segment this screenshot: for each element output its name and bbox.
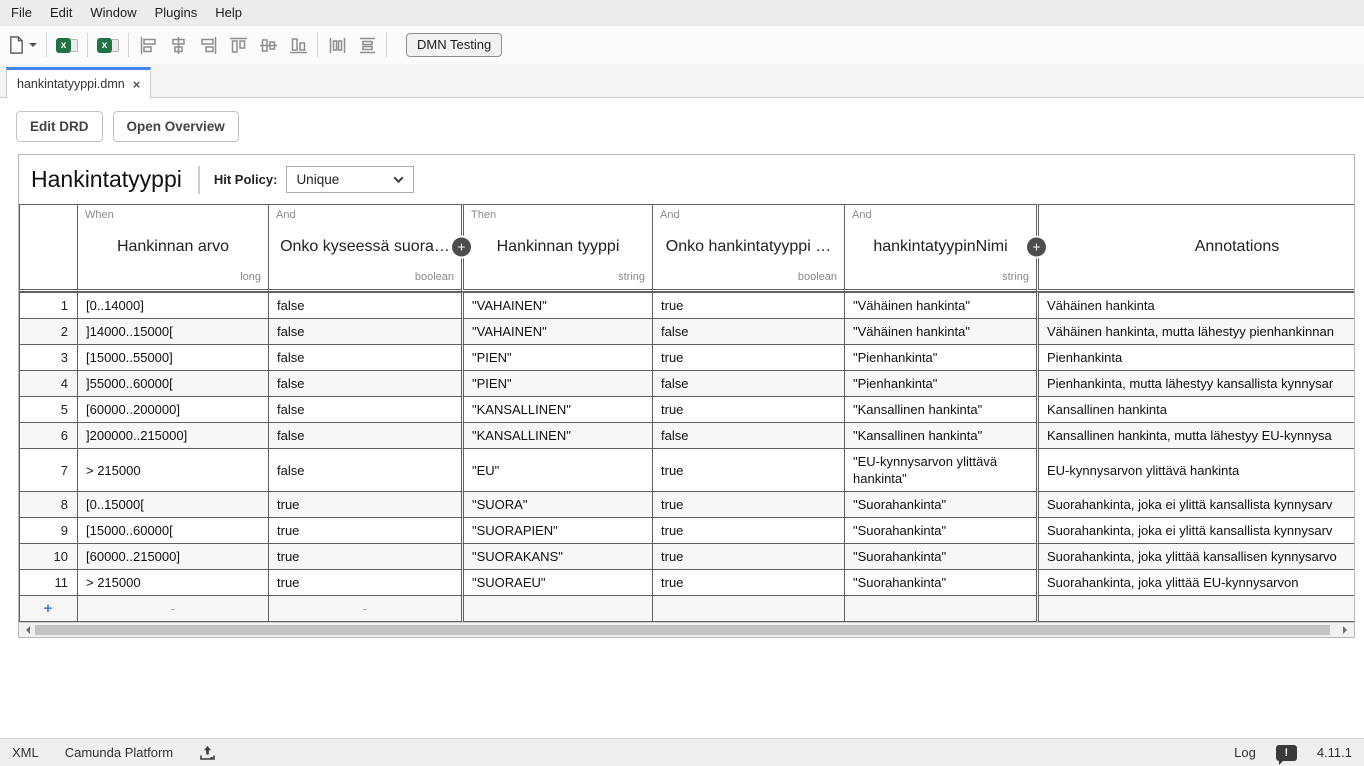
title-divider bbox=[198, 166, 200, 194]
annotation-cell[interactable]: Pienhankinta bbox=[1036, 344, 1354, 370]
scrollbar-thumb[interactable] bbox=[35, 625, 1330, 635]
row-number[interactable]: 5 bbox=[19, 396, 77, 422]
column-header-1[interactable] bbox=[77, 204, 268, 292]
table-cell[interactable]: "SUORAPIEN" bbox=[461, 517, 652, 543]
align-right-icon[interactable] bbox=[198, 34, 218, 56]
table-cell[interactable]: "Suorahankinta" bbox=[844, 517, 1036, 543]
dmn-testing-button[interactable]: DMN Testing bbox=[406, 33, 502, 57]
align-center-icon[interactable] bbox=[168, 34, 188, 56]
toolbar-separator bbox=[87, 33, 88, 57]
annotation-cell[interactable]: EU-kynnysarvon ylittävä hankinta bbox=[1036, 448, 1354, 491]
annotation-cell[interactable]: Suorahankinta, joka ei ylittä kansallista kynnysarv bbox=[1036, 491, 1354, 517]
table-cell[interactable]: ]14000..15000[ bbox=[77, 318, 268, 344]
open-overview-button[interactable]: Open Overview bbox=[113, 111, 239, 142]
table-cell[interactable]: "Suorahankinta" bbox=[844, 569, 1036, 595]
table-row bbox=[19, 292, 1354, 318]
table-cell[interactable]: false bbox=[268, 370, 461, 396]
table-cell[interactable]: "KANSALLINEN" bbox=[461, 396, 652, 422]
annotation-cell[interactable]: Vähäinen hankinta bbox=[1036, 292, 1354, 318]
table-cell[interactable]: true bbox=[268, 569, 461, 595]
column-header-5[interactable] bbox=[844, 204, 1041, 292]
table-cell[interactable]: false bbox=[268, 396, 461, 422]
column-type-label: long bbox=[240, 271, 261, 283]
table-row bbox=[19, 344, 1354, 370]
annotation-cell[interactable]: Suorahankinta, joka ylittää EU-kynnysarvon bbox=[1036, 569, 1354, 595]
platform-selector[interactable]: Camunda Platform bbox=[64, 745, 174, 760]
table-cell[interactable]: "EU-kynnysarvon ylittävä hankinta" bbox=[844, 448, 1036, 491]
new-file-icon[interactable] bbox=[8, 34, 37, 56]
row-number[interactable]: 1 bbox=[19, 292, 77, 318]
placeholder-cell[interactable]: - bbox=[268, 595, 461, 622]
column-name[interactable]: Annotations bbox=[1194, 237, 1280, 255]
horizontal-scrollbar[interactable] bbox=[19, 622, 1354, 637]
error-bubble-icon[interactable]: ! bbox=[1276, 745, 1297, 761]
menu-item-help[interactable]: Help bbox=[215, 5, 242, 20]
menu-item-edit[interactable]: Edit bbox=[49, 5, 73, 20]
toolbar-separator bbox=[46, 33, 47, 57]
table-row bbox=[19, 491, 1354, 517]
table-cell[interactable]: true bbox=[268, 543, 461, 569]
placeholder-cell bbox=[461, 595, 652, 622]
table-cell[interactable]: true bbox=[268, 491, 461, 517]
tab-hankintatyyppi[interactable] bbox=[6, 67, 151, 98]
table-cell[interactable]: "EU" bbox=[461, 448, 652, 491]
column-name[interactable]: Onko kyseessä suora… bbox=[280, 237, 450, 255]
annotation-cell[interactable]: Suorahankinta, joka ei ylittä kansallista kynnysarv bbox=[1036, 517, 1354, 543]
column-type-label: string bbox=[1002, 271, 1029, 283]
row-number[interactable]: 7 bbox=[19, 448, 77, 491]
table-row bbox=[19, 517, 1354, 543]
placeholder-cell bbox=[1036, 595, 1354, 622]
decision-table-container bbox=[18, 154, 1355, 638]
table-cell[interactable]: [60000..200000] bbox=[77, 396, 268, 422]
toolbar bbox=[0, 26, 1364, 64]
table-cell[interactable]: false bbox=[268, 292, 461, 318]
xml-view-button[interactable]: XML bbox=[12, 745, 39, 760]
column-header-2[interactable] bbox=[268, 204, 466, 292]
placeholder-cell[interactable]: - bbox=[77, 595, 268, 622]
table-cell[interactable]: [0..15000[ bbox=[77, 491, 268, 517]
distribute-vertical-icon[interactable] bbox=[357, 34, 377, 56]
close-icon[interactable]: × bbox=[132, 76, 141, 92]
editor-content bbox=[0, 98, 1364, 638]
tab-label: hankintatyyppi.dmn bbox=[17, 77, 125, 91]
row-number[interactable]: 10 bbox=[19, 543, 77, 569]
dmn-decision-table bbox=[19, 204, 1354, 622]
table-cell[interactable]: [15000..55000] bbox=[77, 344, 268, 370]
column-name[interactable]: Onko hankintatyyppi … bbox=[665, 237, 832, 255]
annotation-cell[interactable]: Kansallinen hankinta, mutta lähestyy EU-kynnysa bbox=[1036, 422, 1354, 448]
table-cell[interactable]: "VAHAINEN" bbox=[461, 292, 652, 318]
menu-item-window[interactable]: Window bbox=[90, 5, 137, 20]
row-number[interactable]: 4 bbox=[19, 370, 77, 396]
column-name[interactable]: Hankinnan arvo bbox=[116, 237, 230, 255]
add-rule-button[interactable]: + bbox=[19, 595, 77, 622]
table-cell[interactable]: "Suorahankinta" bbox=[844, 543, 1036, 569]
table-scroll-area bbox=[19, 204, 1354, 622]
scroll-right-arrow-icon[interactable] bbox=[1338, 623, 1354, 637]
annotation-cell[interactable]: Kansallinen hankinta bbox=[1036, 396, 1354, 422]
table-row bbox=[19, 370, 1354, 396]
table-cell[interactable]: true bbox=[652, 292, 844, 318]
column-name[interactable]: Hankinnan tyyppi bbox=[496, 237, 620, 255]
tab-bar bbox=[0, 64, 1364, 98]
deploy-icon[interactable] bbox=[199, 745, 216, 761]
table-cell[interactable]: true bbox=[652, 344, 844, 370]
column-clause-label: When bbox=[85, 209, 114, 221]
column-type-label bbox=[1046, 271, 1354, 284]
table-cell[interactable]: "Pienhankinta" bbox=[844, 370, 1036, 396]
table-cell[interactable]: false bbox=[652, 318, 844, 344]
table-cell[interactable]: false bbox=[268, 318, 461, 344]
chevron-down-icon bbox=[394, 173, 404, 183]
annotation-cell[interactable]: Pienhankinta, mutta lähestyy kansallista kynnysar bbox=[1036, 370, 1354, 396]
column-name[interactable]: hankintatyypinNimi bbox=[873, 237, 1008, 255]
menu-item-file[interactable]: File bbox=[11, 5, 32, 20]
row-number[interactable]: 8 bbox=[19, 491, 77, 517]
row-number[interactable]: 6 bbox=[19, 422, 77, 448]
table-cell[interactable]: true bbox=[652, 569, 844, 595]
column-header-3[interactable] bbox=[461, 204, 652, 292]
table-cell[interactable]: ]200000..215000] bbox=[77, 422, 268, 448]
annotation-cell[interactable]: Vähäinen hankinta, mutta lähestyy pienhankinnan bbox=[1036, 318, 1354, 344]
version-label: 4.11.1 bbox=[1316, 745, 1352, 760]
row-number[interactable]: 3 bbox=[19, 344, 77, 370]
table-cell[interactable]: "Kansallinen hankinta" bbox=[844, 422, 1036, 448]
table-cell[interactable]: > 215000 bbox=[77, 448, 268, 491]
hit-policy-label: Hit Policy: bbox=[213, 172, 278, 187]
annotations-column-header[interactable] bbox=[1036, 204, 1354, 292]
add-column-icon[interactable]: + bbox=[452, 238, 471, 257]
table-cell[interactable]: false bbox=[268, 422, 461, 448]
add-column-icon[interactable]: + bbox=[1027, 238, 1046, 257]
table-cell[interactable]: false bbox=[268, 448, 461, 491]
add-rule-row bbox=[19, 595, 1354, 622]
excel-import-icon[interactable]: x bbox=[56, 34, 78, 56]
menu-bar bbox=[0, 0, 1364, 26]
column-clause-label: Then bbox=[471, 209, 497, 221]
table-cell[interactable]: "SUORAKANS" bbox=[461, 543, 652, 569]
table-cell[interactable]: true bbox=[652, 543, 844, 569]
table-row bbox=[19, 448, 1354, 491]
table-cell[interactable]: "Pienhankinta" bbox=[844, 344, 1036, 370]
hit-policy-value: Unique bbox=[296, 172, 340, 187]
table-row bbox=[19, 318, 1354, 344]
status-bar bbox=[0, 738, 1364, 766]
table-cell[interactable]: true bbox=[268, 517, 461, 543]
align-bottom-icon[interactable] bbox=[288, 34, 308, 56]
table-cell[interactable]: "VAHAINEN" bbox=[461, 318, 652, 344]
column-type-label: boolean bbox=[414, 271, 454, 283]
table-cell[interactable]: [15000..60000[ bbox=[77, 517, 268, 543]
annotation-cell[interactable]: Suorahankinta, joka ylittää kansallisen kynnysarvo bbox=[1036, 543, 1354, 569]
table-row bbox=[19, 396, 1354, 422]
table-cell[interactable]: true bbox=[652, 396, 844, 422]
align-left-icon[interactable] bbox=[138, 34, 158, 56]
column-clause-label: And bbox=[852, 209, 872, 221]
table-cell[interactable]: "SUORAEU" bbox=[461, 569, 652, 595]
table-cell[interactable]: "PIEN" bbox=[461, 344, 652, 370]
align-middle-icon[interactable] bbox=[258, 34, 278, 56]
table-cell[interactable]: true bbox=[652, 517, 844, 543]
table-cell[interactable]: false bbox=[268, 344, 461, 370]
table-cell[interactable]: "KANSALLINEN" bbox=[461, 422, 652, 448]
column-clause-label: And bbox=[660, 209, 680, 221]
excel-export-icon[interactable]: x bbox=[97, 34, 119, 56]
table-cell[interactable]: true bbox=[652, 448, 844, 491]
row-number[interactable]: 9 bbox=[19, 517, 77, 543]
table-cell[interactable]: ]55000..60000[ bbox=[77, 370, 268, 396]
scroll-left-arrow-icon[interactable] bbox=[19, 623, 35, 637]
row-number[interactable]: 2 bbox=[19, 318, 77, 344]
column-clause-label: And bbox=[276, 209, 296, 221]
table-row bbox=[19, 543, 1354, 569]
table-cell[interactable]: [0..14000] bbox=[77, 292, 268, 318]
column-clause-label bbox=[1046, 209, 1354, 222]
table-cell[interactable]: "PIEN" bbox=[461, 370, 652, 396]
table-cell[interactable]: false bbox=[652, 370, 844, 396]
align-top-icon[interactable] bbox=[228, 34, 248, 56]
table-cell[interactable]: [60000..215000] bbox=[77, 543, 268, 569]
menu-item-plugins[interactable]: Plugins bbox=[154, 5, 198, 20]
toolbar-separator bbox=[317, 33, 318, 57]
toolbar-separator bbox=[386, 33, 387, 57]
row-number[interactable]: 11 bbox=[19, 569, 77, 595]
placeholder-cell bbox=[652, 595, 844, 622]
column-type-label: boolean bbox=[797, 271, 837, 283]
log-toggle-button[interactable]: Log bbox=[1234, 745, 1256, 760]
table-cell[interactable]: false bbox=[652, 422, 844, 448]
table-row bbox=[19, 422, 1354, 448]
table-cell[interactable]: "Vähäinen hankinta" bbox=[844, 318, 1036, 344]
toolbar-separator bbox=[128, 33, 129, 57]
column-header-4[interactable] bbox=[652, 204, 844, 292]
edit-drd-button[interactable]: Edit DRD bbox=[16, 111, 103, 142]
hit-policy-select[interactable] bbox=[286, 166, 414, 193]
placeholder-cell bbox=[844, 595, 1036, 622]
table-cell[interactable]: > 215000 bbox=[77, 569, 268, 595]
table-cell[interactable]: "Vähäinen hankinta" bbox=[844, 292, 1036, 318]
distribute-horizontal-icon[interactable] bbox=[327, 34, 347, 56]
table-cell[interactable]: "SUORA" bbox=[461, 491, 652, 517]
table-cell[interactable]: "Kansallinen hankinta" bbox=[844, 396, 1036, 422]
table-row bbox=[19, 569, 1354, 595]
row-number-header bbox=[19, 204, 77, 292]
column-type-label: string bbox=[618, 271, 645, 283]
table-cell[interactable]: true bbox=[652, 491, 844, 517]
table-cell[interactable]: "Suorahankinta" bbox=[844, 491, 1036, 517]
decision-table-title[interactable]: Hankintatyyppi bbox=[31, 166, 182, 192]
